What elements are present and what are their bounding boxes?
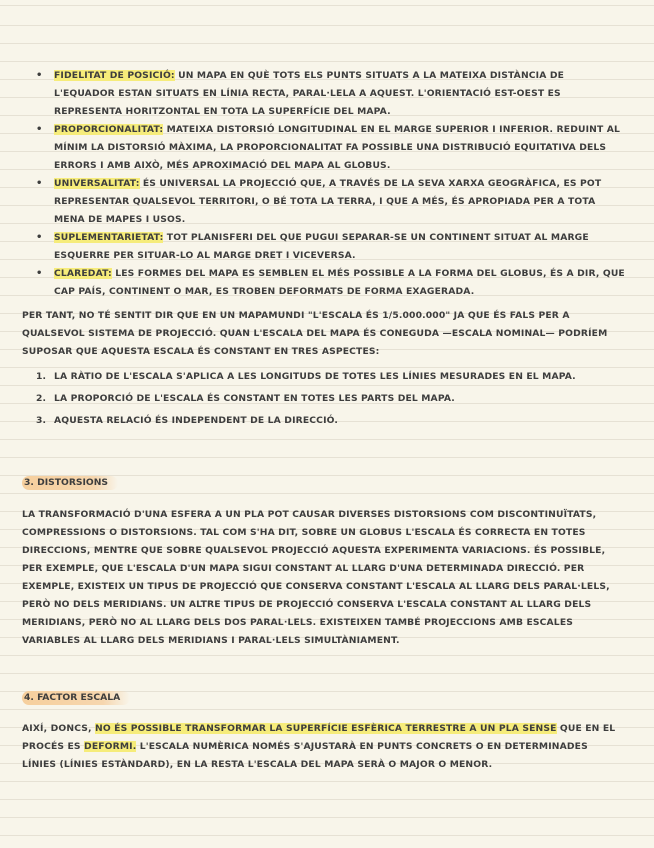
section-heading-distorsions: 3. DISTORSIONS <box>22 476 118 490</box>
list-item <box>36 121 628 175</box>
highlighted-term: FIDELITAT DE POSICIÓ: <box>54 70 175 81</box>
item-text: TOT PLANISFERI DEL QUE PUGUI SEPARAR-SE UN CONTINENT SITUAT AL MARGE ESQUERRE PER SITUAR-LO AL MARGE DRET I VICEVERSA. <box>54 232 589 261</box>
list-number: 1. <box>36 371 47 382</box>
scale-paragraph: PER TANT, NO TÉ SENTIT DIR QUE EN UN MAPAMUNDI "L'ESCALA ÉS 1/5.000.000" JA QUE ÉS FALS PER A QUALSEVOL SISTEMA DE PROJECCIÓ. QUAN L'ESCALA DEL MAPA ÉS CONEGUDA —ESCALA NOMINAL— PODRÍEM SUPOSAR QUE AQUESTA ESCALA ÉS CONSTANT EN TRES ASPECTES: <box>22 310 608 357</box>
list-item <box>36 390 616 412</box>
item-text: ÉS UNIVERSAL LA PROJECCIÓ QUE, A TRAVÉS DE LA SEVA XARXA GEOGRÀFICA, ES POT REPRESENTAR QUALSEVOL TERRITORI, O BÉ TOTA LA TERRA, I QUE A MÉS, ÉS APROPIADA PER A TOTA MENA DE MAPES I USOS. <box>54 178 602 225</box>
list-item <box>36 175 628 229</box>
highlighted-term: CLAREDAT: <box>54 268 112 279</box>
item-text: LES FORMES DEL MAPA ES SEMBLEN EL MÉS POSSIBLE A LA FORMA DEL GLOBUS, ÉS A DIR, QUE CAP PAÍS, CONTINENT O MAR, ES TROBEN DEFORMATS DE FORMA EXAGERADA. <box>54 268 625 297</box>
distorsions-paragraph: LA TRANSFORMACIÓ D'UNA ESFERA A UN PLA POT CAUSAR DIVERSES DISTORSIONS COM DISCONTINUÏTATS, COMPRESSIONS O DISTORSIONS. TAL COM S'HA DIT, SOBRE UN GLOBUS L'ESCALA ÉS CORRECTA EN TOTES DIRECCIONS, MENTRE QUE SOBRE QUALSEVOL PROJECCIÓ AQUESTA EXPERIMENTA VARIACIONS. ÉS POSSIBLE, PER EXEMPLE, QUE L'ESCALA D'UN MAPA SIGUI CONSTANT AL LLARG D'UNA DETERMINADA DIRECCIÓ. PER EXEMPLE, EXISTEIX UN TIPUS DE PROJECCIÓ QUE CONSERVA CONSTANT L'ESCALA AL LLARG DELS PARAL·LELS, PERÒ NO DELS MERIDIANS. UN ALTRE TIPUS DE PROJECCIÓ CONSERVA L'ESCALA CONSTANT AL LLARG DELS MERIDIANS, PERÒ NO AL LLARG DELS DOS PARAL·LELS. EXISTEIXEN TAMBÉ PROJECCIONS AMB ESCALES VARIABLES AL LLARG DELS MERIDIANS I PARAL·LELS SIMULTÀNIAMENT. <box>22 509 610 646</box>
section-heading-factor-escala: 4. FACTOR ESCALA <box>22 691 130 705</box>
item-text: MATEIXA DISTORSIÓ LONGITUDINAL EN EL MARGE SUPERIOR I INFERIOR. REDUINT AL MÍNIM LA DISTORSIÓ MÀXIMA, LA PROPORCIONALITAT FA POSSIBLE UNA DISTRIBUCIÓ EQUITATIVA DELS ERRORS I AMB AIXÒ, MÉS APROXIMACIÓ DEL MAPA AL GLOBUS. <box>54 124 621 171</box>
factor-escala-paragraph <box>22 720 622 774</box>
item-text: LA RÀTIO DE L'ESCALA S'APLICA A LES LONGITUDS DE TOTES LES LÍNIES MESURADES EN EL MAPA. <box>54 371 576 382</box>
list-item <box>36 67 628 121</box>
list-item <box>36 368 616 390</box>
highlighted-term: SUPLEMENTARIETAT: <box>54 232 164 243</box>
rest-text: L'ESCALA NUMÈRICA NOMÉS S'AJUSTARÀ EN PUNTS CONCRETS O EN DETERMINADES LÍNIES (LÍNIES ESTÀNDARD), EN LA RESTA L'ESCALA DEL MAPA SERÀ O MAJOR O MENOR. <box>22 741 588 770</box>
highlighted-text: DEFORMI. <box>84 741 137 752</box>
properties-list <box>36 67 628 301</box>
highlighted-term: UNIVERSALITAT: <box>54 178 140 189</box>
list-item <box>36 412 616 434</box>
list-number: 2. <box>36 393 47 404</box>
item-text: UN MAPA EN QUÈ TOTS ELS PUNTS SITUATS A LA MATEIXA DISTÀNCIA DE L'EQUADOR ESTAN SITUATS EN LÍNIA RECTA, PARAL·LELA A AQUEST. L'ORIENTACIÓ EST-OEST ES REPRESENTA HORITZONTAL EN TOTA LA SUPERFÍCIE DEL MAPA. <box>54 70 565 117</box>
item-text: LA PROPORCIÓ DE L'ESCALA ÉS CONSTANT EN TOTES LES PARTS DEL MAPA. <box>54 393 455 404</box>
list-number: 3. <box>36 415 47 426</box>
list-item <box>36 229 628 265</box>
intro-text: AIXÍ, DONCS, <box>22 723 96 734</box>
scale-aspects-list <box>36 368 616 434</box>
middle-text: QUE EN EL PROCÉS ES <box>22 723 616 752</box>
highlighted-term: PROPORCIONALITAT: <box>54 124 164 135</box>
item-text: AQUESTA RELACIÓ ÉS INDEPENDENT DE LA DIRECCIÓ. <box>54 415 339 426</box>
list-item <box>36 265 628 301</box>
highlighted-text: NO ÉS POSSIBLE TRANSFORMAR LA SUPERFÍCIE ESFÈRICA TERRESTRE A UN PLA SENSE <box>95 723 557 734</box>
